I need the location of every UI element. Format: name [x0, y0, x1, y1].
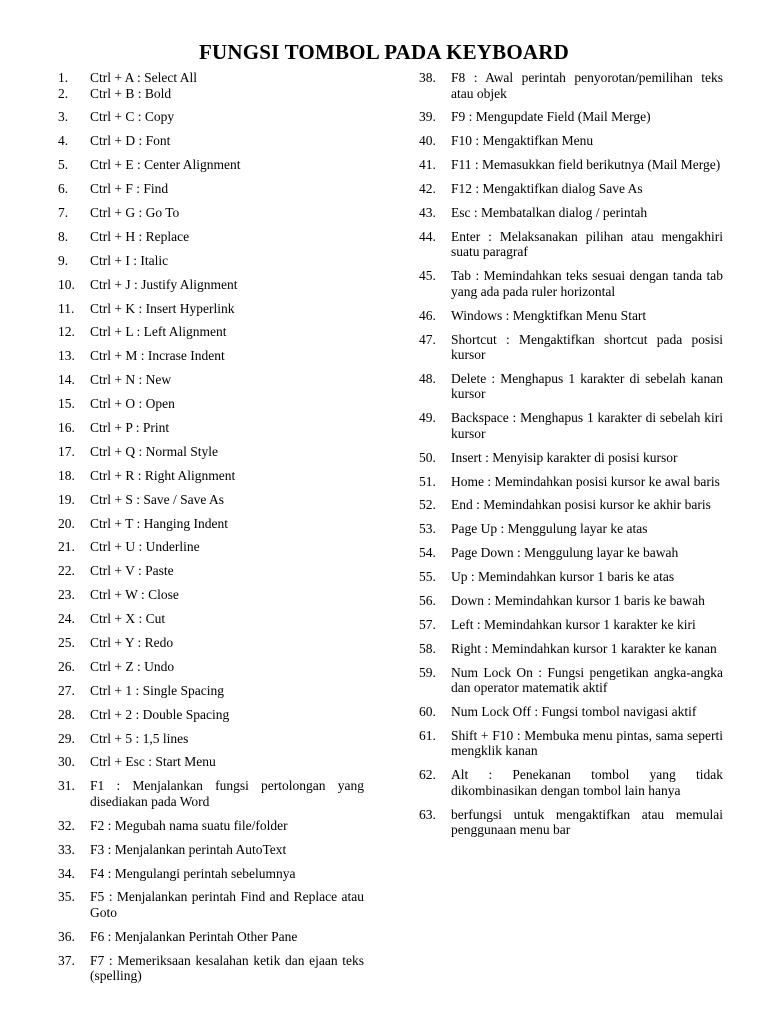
list-item	[58, 372, 364, 388]
item-number: 18.	[58, 467, 75, 483]
list-item	[58, 539, 364, 555]
list-item	[419, 70, 723, 101]
item-number: 34.	[58, 865, 75, 881]
item-text: F12 : Mengaktifkan dialog Save As	[451, 181, 643, 197]
list-item	[58, 683, 364, 699]
item-text: Num Lock On : Fungsi pengetikan angka-angka dan operator matematik aktif	[451, 664, 723, 696]
item-text: F11 : Memasukkan field berikutnya (Mail Merge)	[451, 157, 721, 173]
item-text: Ctrl + G : Go To	[90, 204, 180, 220]
item-text: Ctrl + V : Paste	[90, 563, 174, 579]
list-item	[58, 492, 364, 508]
list-item	[58, 109, 364, 125]
list-item	[58, 205, 364, 221]
item-text: Alt : Penekanan tombol yang tidak dikombinasikan dengan tombol lain hanya	[451, 767, 723, 798]
item-text: Backspace : Menghapus 1 karakter di sebelah kiri kursor	[451, 410, 723, 441]
list-item	[58, 253, 364, 269]
list-item	[58, 348, 364, 364]
item-number: 52.	[419, 497, 436, 513]
list-item	[419, 617, 723, 633]
item-text: End : Memindahkan posisi kursor ke akhir baris	[451, 497, 711, 513]
list-item	[419, 332, 723, 363]
item-text: Ctrl + D : Font	[90, 133, 171, 149]
list-item	[58, 587, 364, 603]
item-number: 46.	[419, 307, 436, 323]
item-text: F4 : Mengulangi perintah sebelumnya	[90, 865, 296, 881]
list-item	[58, 181, 364, 197]
item-text: F8 : Awal perintah penyorotan/pemilihan teks atau objek	[451, 70, 723, 101]
item-number: 48.	[419, 370, 436, 386]
item-number: 9.	[58, 252, 69, 268]
list-item	[419, 569, 723, 585]
item-text: Page Down : Menggulung layar ke bawah	[451, 545, 679, 561]
list-item	[58, 866, 364, 882]
item-number: 54.	[419, 545, 436, 561]
item-number: 22.	[58, 563, 75, 579]
item-number: 17.	[58, 443, 75, 459]
item-text: Ctrl + Q : Normal Style	[90, 443, 218, 459]
item-number: 37.	[58, 952, 75, 968]
item-text: Ctrl + X : Cut	[90, 611, 166, 627]
left-column-list	[58, 70, 364, 992]
list-item	[58, 229, 364, 245]
list-item	[58, 635, 364, 651]
list-item	[419, 593, 723, 609]
item-number: 25.	[58, 634, 75, 650]
list-item	[58, 842, 364, 858]
item-text: Ctrl + C : Copy	[90, 109, 175, 125]
item-number: 61.	[419, 727, 436, 743]
item-text: Ctrl + Y : Redo	[90, 634, 174, 650]
item-number: 23.	[58, 587, 75, 603]
item-text: F5 : Menjalankan perintah Find and Replace atau Goto	[90, 889, 364, 920]
item-text: F7 : Memeriksaan kesalahan ketik dan ejaan teks (spelling)	[90, 952, 364, 984]
item-text: F6 : Menjalankan Perintah Other Pane	[90, 928, 298, 944]
item-number: 44.	[419, 228, 436, 244]
list-item	[419, 807, 723, 838]
item-text: F2 : Megubah nama suatu file/folder	[90, 817, 288, 833]
item-text: Ctrl + 5 : 1,5 lines	[90, 730, 189, 746]
item-text: Ctrl + M : Incrase Indent	[90, 348, 225, 364]
item-number: 41.	[419, 157, 436, 173]
list-item	[419, 497, 723, 513]
item-text: Right : Memindahkan kursor 1 karakter ke kanan	[451, 640, 717, 656]
item-number: 11.	[58, 300, 75, 316]
item-text: Up : Memindahkan kursor 1 baris ke atas	[451, 569, 675, 585]
item-number: 62.	[419, 767, 436, 783]
item-number: 57.	[419, 616, 436, 632]
list-item	[58, 468, 364, 484]
item-number: 13.	[58, 348, 75, 364]
list-item	[419, 767, 723, 798]
item-number: 55.	[419, 569, 436, 585]
item-text: Ctrl + R : Right Alignment	[90, 467, 236, 483]
item-text: Ctrl + E : Center Alignment	[90, 157, 241, 173]
item-text: Ctrl + H : Replace	[90, 228, 190, 244]
list-item	[58, 889, 364, 920]
item-text: Ctrl + K : Insert Hyperlink	[90, 300, 235, 316]
item-text: Down : Memindahkan kursor 1 baris ke bawah	[451, 593, 705, 609]
item-number: 29.	[58, 730, 75, 746]
item-number: 30.	[58, 754, 75, 770]
item-text: Ctrl + F : Find	[90, 181, 169, 197]
item-number: 16.	[58, 419, 75, 435]
list-item	[58, 754, 364, 770]
list-item	[58, 70, 364, 86]
list-item	[419, 410, 723, 441]
list-item	[419, 157, 723, 173]
item-text: Ctrl + N : New	[90, 372, 172, 388]
item-number: 12.	[58, 324, 75, 340]
list-item	[419, 181, 723, 197]
item-text: Windows : Mengktifkan Menu Start	[451, 307, 647, 323]
item-number: 14.	[58, 372, 75, 388]
item-text: Ctrl + P : Print	[90, 419, 170, 435]
item-number: 10.	[58, 276, 75, 292]
list-item	[419, 109, 723, 125]
list-item	[419, 268, 723, 299]
list-item	[419, 545, 723, 561]
page-title: FUNGSI TOMBOL PADA KEYBOARD	[198, 40, 570, 64]
list-item	[419, 728, 723, 759]
item-text: F9 : Mengupdate Field (Mail Merge)	[451, 109, 651, 125]
list-item	[419, 308, 723, 324]
list-item	[419, 665, 723, 696]
item-text: Ctrl + 2 : Double Spacing	[90, 706, 230, 722]
item-text: Home : Memindahkan posisi kursor ke awal baris	[451, 473, 720, 489]
list-item	[58, 659, 364, 675]
item-number: 2.	[58, 85, 69, 101]
item-text: Ctrl + W : Close	[90, 587, 179, 603]
item-text: Ctrl + L : Left Alignment	[90, 324, 227, 340]
item-number: 45.	[419, 268, 436, 284]
item-number: 49.	[419, 410, 436, 426]
item-text: Left : Memindahkan kursor 1 karakter ke kiri	[451, 616, 696, 632]
item-number: 26.	[58, 658, 75, 674]
right-column-list	[419, 70, 723, 846]
item-number: 7.	[58, 204, 69, 220]
list-item	[419, 641, 723, 657]
item-text: F3 : Menjalankan perintah AutoText	[90, 841, 287, 857]
list-item	[58, 929, 364, 945]
list-item	[58, 324, 364, 340]
list-item	[58, 778, 364, 809]
item-text: Ctrl + B : Bold	[90, 85, 172, 101]
item-text: Ctrl + O : Open	[90, 396, 175, 412]
item-text: F1 : Menjalankan fungsi pertolongan yang disediakan pada Word	[90, 778, 364, 809]
list-item	[58, 563, 364, 579]
list-item	[419, 521, 723, 537]
list-item	[419, 450, 723, 466]
list-item	[58, 277, 364, 293]
list-item	[419, 474, 723, 490]
item-text: Insert : Menyisip karakter di posisi kursor	[451, 449, 678, 465]
item-number: 38.	[419, 70, 436, 85]
item-text: Ctrl + S : Save / Save As	[90, 491, 224, 507]
item-text: Num Lock Off : Fungsi tombol navigasi aktif	[451, 704, 697, 720]
item-text: Shortcut : Mengaktifkan shortcut pada posisi kursor	[451, 331, 723, 363]
list-item	[58, 516, 364, 532]
list-item	[419, 229, 723, 260]
list-item	[58, 301, 364, 317]
item-number: 19.	[58, 491, 75, 507]
item-number: 35.	[58, 889, 75, 905]
item-number: 47.	[419, 331, 436, 347]
item-text: Ctrl + I : Italic	[90, 252, 169, 268]
item-number: 21.	[58, 539, 75, 555]
list-item	[419, 133, 723, 149]
item-text: Page Up : Menggulung layar ke atas	[451, 521, 648, 537]
list-item	[58, 818, 364, 834]
item-number: 50.	[419, 449, 436, 465]
item-number: 5.	[58, 157, 69, 173]
item-text: Esc : Membatalkan dialog / perintah	[451, 204, 648, 220]
list-item	[58, 396, 364, 412]
item-text: Ctrl + Esc : Start Menu	[90, 754, 216, 770]
item-number: 53.	[419, 521, 436, 537]
item-number: 27.	[58, 682, 75, 698]
list-item	[58, 133, 364, 149]
item-text: Ctrl + U : Underline	[90, 539, 200, 555]
list-item	[419, 205, 723, 221]
item-number: 63.	[419, 806, 436, 822]
item-number: 59.	[419, 664, 436, 680]
list-item	[58, 731, 364, 747]
list-item	[58, 444, 364, 460]
item-number: 31.	[58, 778, 75, 794]
item-number: 28.	[58, 706, 75, 722]
list-item	[58, 953, 364, 984]
item-number: 43.	[419, 204, 436, 220]
item-number: 40.	[419, 133, 436, 149]
item-text: Tab : Memindahkan teks sesuai dengan tanda tab yang ada pada ruler horizontal	[451, 268, 723, 299]
item-text: F10 : Mengaktifkan Menu	[451, 133, 594, 149]
list-item	[58, 86, 364, 102]
item-text: Shift + F10 : Membuka menu pintas, sama seperti mengklik kanan	[451, 727, 723, 759]
item-number: 6.	[58, 181, 69, 197]
item-number: 51.	[419, 473, 436, 489]
item-number: 15.	[58, 396, 75, 412]
list-item	[419, 704, 723, 720]
item-number: 58.	[419, 640, 436, 656]
item-text: Ctrl + T : Hanging Indent	[90, 515, 228, 531]
item-number: 3.	[58, 109, 69, 125]
item-text: Ctrl + Z : Undo	[90, 658, 175, 674]
list-item	[58, 420, 364, 436]
item-text: Ctrl + A : Select All	[90, 70, 197, 85]
list-item	[58, 157, 364, 173]
item-number: 32.	[58, 817, 75, 833]
item-text: Enter : Melaksanakan pilihan atau mengakhiri suatu paragraf	[451, 228, 723, 260]
item-number: 36.	[58, 928, 75, 944]
item-number: 4.	[58, 133, 69, 149]
item-number: 8.	[58, 228, 69, 244]
item-text: berfungsi untuk mengaktifkan atau memulai penggunaan menu bar	[451, 806, 723, 838]
item-text: Delete : Menghapus 1 karakter di sebelah kanan kursor	[451, 370, 723, 402]
item-number: 42.	[419, 181, 436, 197]
item-number: 39.	[419, 109, 436, 125]
item-number: 60.	[419, 704, 436, 720]
list-item	[419, 371, 723, 402]
item-number: 33.	[58, 841, 75, 857]
item-text: Ctrl + J : Justify Alignment	[90, 276, 238, 292]
item-number: 24.	[58, 611, 75, 627]
list-item	[58, 707, 364, 723]
item-number: 20.	[58, 515, 75, 531]
item-text: Ctrl + 1 : Single Spacing	[90, 682, 224, 698]
item-number: 1.	[58, 70, 69, 85]
item-number: 56.	[419, 593, 436, 609]
list-item	[58, 611, 364, 627]
